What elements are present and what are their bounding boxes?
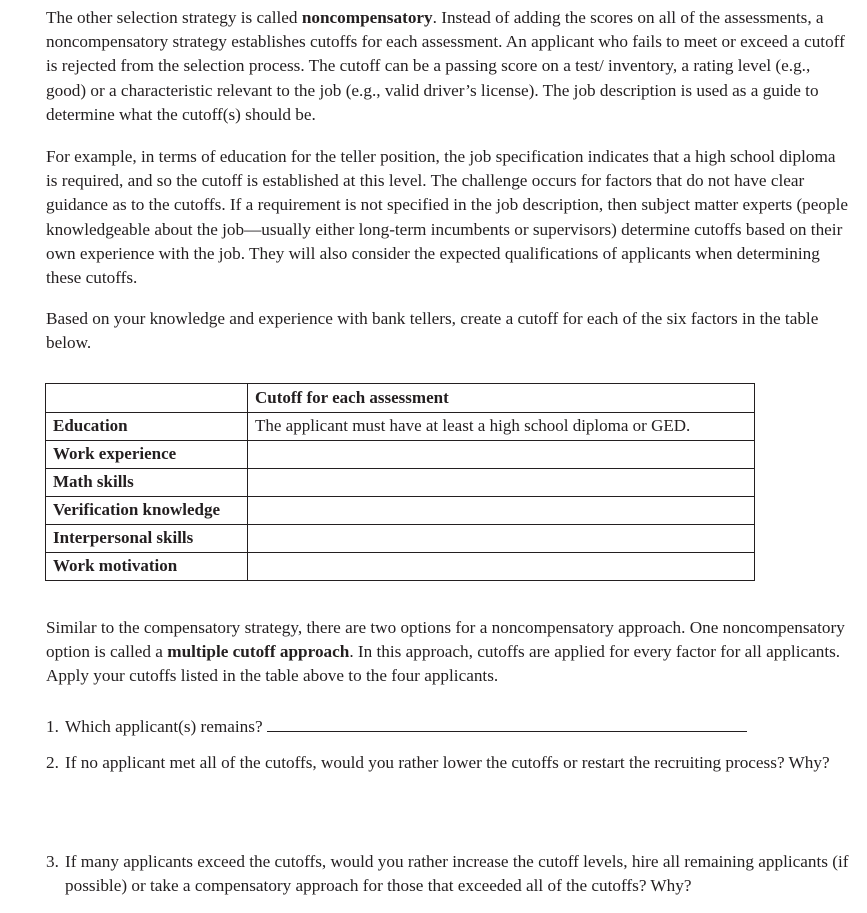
question-number: 3. <box>46 852 59 871</box>
cutoff-verification-knowledge[interactable] <box>248 497 755 525</box>
question-3 <box>46 850 851 898</box>
factor-education: Education <box>46 413 248 441</box>
cutoff-education[interactable]: The applicant must have at least a high school diploma or GED. <box>248 413 755 441</box>
factor-work-motivation: Work motivation <box>46 553 248 581</box>
table-row <box>46 469 755 497</box>
question-1 <box>46 713 851 739</box>
term-noncompensatory: noncompensatory <box>301 8 433 27</box>
table-row <box>46 525 755 553</box>
question-body <box>46 751 851 775</box>
question-number: 2. <box>46 753 59 772</box>
cutoff-work-experience[interactable] <box>248 441 755 469</box>
question-2 <box>46 751 851 775</box>
intro-section <box>46 6 851 356</box>
question-text: If many applicants exceed the cutoffs, would you rather increase the cutoff levels, hire all remaining applicants (if possible) or take a compensatory approach for those that exceeded all of the cutoffs? Why? <box>65 852 849 896</box>
answer-line-input[interactable] <box>267 713 747 732</box>
factor-interpersonal-skills: Interpersonal skills <box>46 525 248 553</box>
term-multiple-cutoff-approach: multiple cutoff approach <box>167 642 350 662</box>
cutoff-math-skills[interactable] <box>248 469 755 497</box>
question-text: If no applicant met all of the cutoffs, would you rather lower the cutoffs or restart the recruiting process? Why? <box>65 753 830 772</box>
table-header-empty-cell <box>46 384 248 413</box>
table-row <box>46 441 755 469</box>
question-number: 1. <box>46 717 59 736</box>
multiple-cutoff-section <box>46 616 851 689</box>
paragraph-noncompensatory-definition: The other selection strategy is called noncompensatory. Instead of adding the scores on all of the assessments, a noncompensatory strategy establishes cutoffs for each assessment. An applicant who fails to meet or exceed a cutoff is rejected from the selection process. The cutoff can be a passing score on a test/ inventory, a rating level (e.g., good) or a characteristic relevant to the job (e.g., valid driver’s license). The job description is used as a guide to determine what the cutoff(s) should be. <box>46 8 845 124</box>
cutoff-interpersonal-skills[interactable] <box>248 525 755 553</box>
table-header-cutoff: Cutoff for each assessment <box>248 384 755 413</box>
paragraph-instructions: Based on your knowledge and experience with bank tellers, create a cutoff for each of the six factors in the table below. <box>46 309 819 353</box>
table-row <box>46 497 755 525</box>
factor-verification-knowledge: Verification knowledge <box>46 497 248 525</box>
table-row <box>46 413 755 441</box>
table-row <box>46 553 755 581</box>
table-header-row <box>46 384 755 413</box>
factor-work-experience: Work experience <box>46 441 248 469</box>
question-text: Which applicant(s) remains? <box>65 717 263 736</box>
cutoff-table <box>45 383 755 581</box>
cutoff-work-motivation[interactable] <box>248 553 755 581</box>
factor-math-skills: Math skills <box>46 469 248 497</box>
paragraph-example: For example, in terms of education for the teller position, the job specification indicates that a high school diploma is required, and so the cutoff is established at this level. The challenge occurs for factors that do not have clear guidance as to the cutoffs. If a requirement is not specified in the job description, then subject matter experts (people knowledgeable about the job—usually either long-term incumbents or supervisors) determine cutoffs based on their own experience with the job. They will also consider the expected qualifications of applicants when determining these cutoffs. <box>46 147 848 288</box>
question-body <box>46 850 851 898</box>
paragraph-multiple-cutoff: Similar to the compensatory strategy, there are two options for a noncompensatory approach. One noncompensatory option is called a multiple cutoff approach. In this approach, cutoffs are applied for every factor for all applicants. Apply your cutoffs listed in the table above to the four applicants. <box>46 618 845 686</box>
